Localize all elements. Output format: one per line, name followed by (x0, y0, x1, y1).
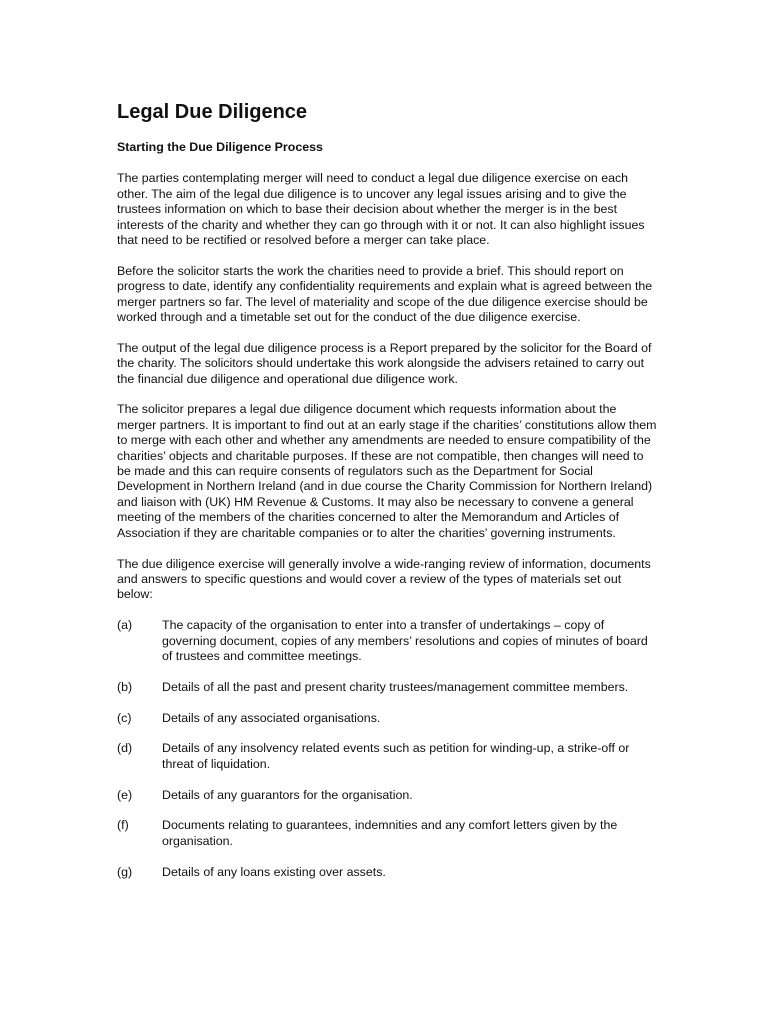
list-marker: (g) (117, 864, 133, 879)
materials-list (117, 618, 657, 880)
list-marker: (f) (117, 818, 129, 833)
list-item (117, 788, 657, 803)
list-text: Details of any insolvency related events such as petition for winding-up, a strike-off or threat of liquidation. (162, 741, 630, 771)
paragraph-brief: Before the solicitor starts the work the charities need to provide a brief. This should report on progress to date, identify any confidentiality requirements and explain what is agreed between the merger partners so far. The level of materiality and scope of the due diligence exercise should be worked through and a timetable set out for the conduct of the due diligence exercise. (117, 263, 653, 325)
paragraph-solicitor: The solicitor prepares a legal due diligence document which requests information about the merger partners. It is important to find out at an early stage if the charities’ constitutions allow them to merge with each other and whether any amendments are needed to ensure compatibility of the charities’ objects and charitable purposes. If these are not compatible, then changes will need to be made and this can require consents of regulators such as the Department for Social Development in Northern Ireland (and in due course the Charity Commission for Northern Ireland) and liaison with (UK) HM Revenue & Customs. It may also be necessary to convene a general meeting of the members of the charities concerned to alter the Memorandum and Articles of Association if they are charitable companies or to alter the charities’ governing instruments. (117, 402, 657, 540)
list-item (117, 818, 657, 849)
list-text: The capacity of the organisation to enter into a transfer of undertakings – copy of governing document, copies of any members’ resolutions and copies of minutes of board of trustees and committee meetings. (162, 618, 648, 663)
list-text: Documents relating to guarantees, indemnities and any comfort letters given by the organisation. (162, 818, 618, 848)
list-item (117, 618, 657, 664)
list-text: Details of any associated organisations. (162, 710, 381, 725)
list-marker: (d) (117, 741, 133, 756)
list-marker: (b) (117, 679, 133, 694)
section-heading: Starting the Due Diligence Process (117, 140, 323, 154)
list-item (117, 741, 657, 772)
list-text: Details of any guarantors for the organisation. (162, 787, 413, 802)
document-page (117, 98, 657, 895)
list-item (117, 680, 657, 695)
list-marker: (c) (117, 710, 132, 725)
list-text: Details of any loans existing over assets. (162, 864, 386, 879)
paragraph-output: The output of the legal due diligence process is a Report prepared by the solicitor for the Board of the charity. The solicitors should undertake this work alongside the advisers retained to carry out the financial due diligence and operational due diligence work. (117, 340, 652, 386)
list-marker: (e) (117, 787, 133, 802)
list-item (117, 711, 657, 726)
page-title: Legal Due Diligence (117, 101, 308, 123)
list-text: Details of all the past and present charity trustees/management committee members. (162, 679, 629, 694)
list-item (117, 865, 657, 880)
list-marker: (a) (117, 618, 133, 633)
paragraph-review-scope: The due diligence exercise will generally involve a wide-ranging review of information, documents and answers to specific questions and would cover a review of the types of materials set out below: (117, 556, 651, 602)
paragraph-intro: The parties contemplating merger will need to conduct a legal due diligence exercise on each other. The aim of the legal due diligence is to uncover any legal issues arising and to give the trustees information on which to base their decision about whether the merger is in the best interests of the charity and whether they can go through with it or not. It can also highlight issues that need to be rectified or resolved before a merger can take place. (117, 171, 645, 248)
